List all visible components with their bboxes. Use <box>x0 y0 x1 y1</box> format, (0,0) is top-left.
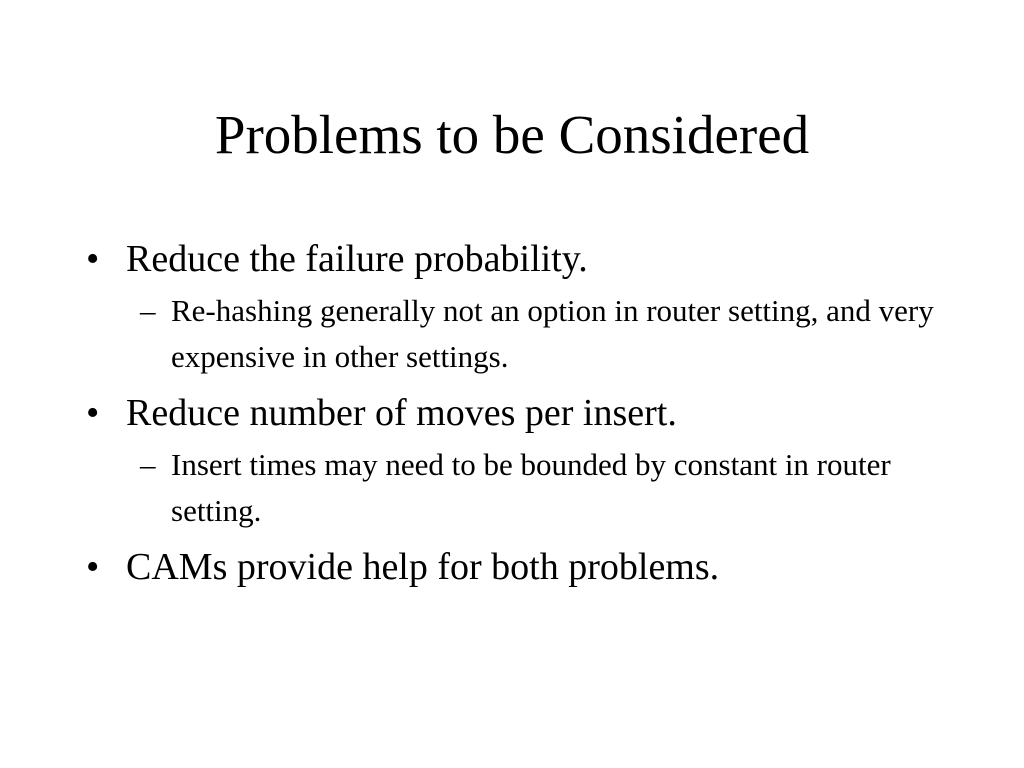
bullet-text: CAMs provide help for both problems. <box>126 546 720 588</box>
sub-bullet-text: Re-hashing generally not an option in router setting, and very expensive in other settings. <box>171 293 934 374</box>
bullet-marker: • <box>86 546 100 588</box>
bullet-marker: • <box>86 392 100 434</box>
sub-bullet-item <box>86 442 946 534</box>
bullet-item <box>86 232 946 286</box>
sub-bullet-item <box>86 288 946 380</box>
bullet-item <box>86 386 946 440</box>
sub-bullet-marker: – <box>140 447 156 482</box>
bullet-list <box>86 232 946 594</box>
slide-title: Problems to be Considered <box>214 104 810 165</box>
bullet-item <box>86 540 946 594</box>
bullet-text: Reduce the failure probability. <box>126 238 588 280</box>
sub-bullet-text: Insert times may need to be bounded by constant in router setting. <box>171 447 891 528</box>
bullet-marker: • <box>86 238 100 280</box>
bullet-text: Reduce number of moves per insert. <box>126 392 677 434</box>
sub-bullet-marker: – <box>140 293 156 328</box>
